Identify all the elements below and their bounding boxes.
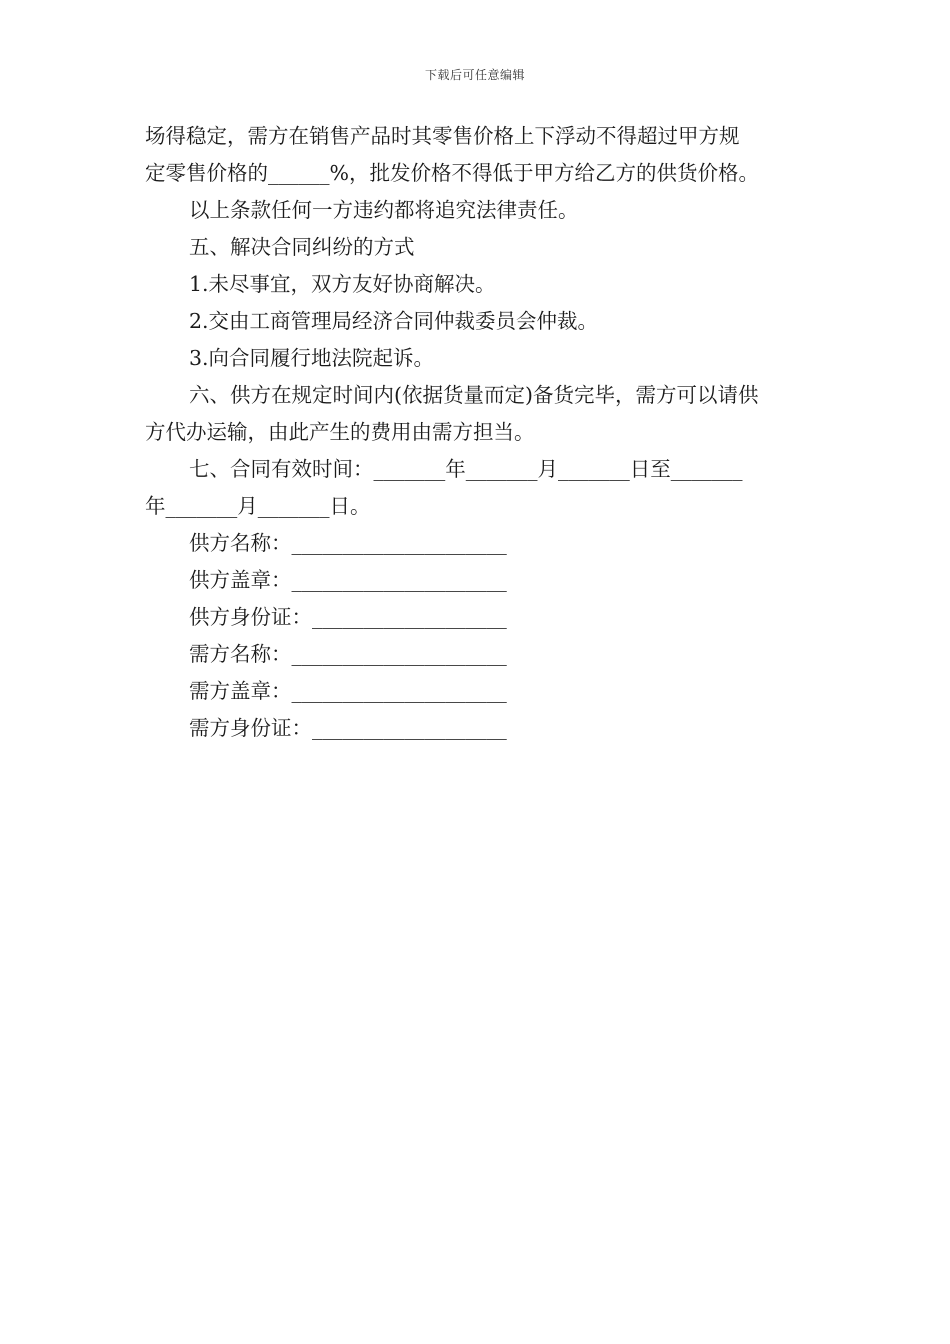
price-clause-line-1: 场得稳定，需方在销售产品时其零售价格上下浮动不得超过甲方规	[145, 124, 740, 148]
section-5-title: 五、解决合同纠纷的方式	[189, 235, 415, 259]
buyer-seal-field: 需方盖章：_____________________	[189, 679, 507, 703]
contract-body	[145, 118, 810, 747]
buyer-name-field: 需方名称：_____________________	[189, 642, 507, 666]
page-header: 下载后可任意编辑	[424, 68, 525, 82]
section-5-item-3: 3.向合同履行地法院起诉。	[189, 346, 435, 370]
buyer-id-field: 需方身份证：___________________	[189, 716, 507, 740]
supplier-name-field: 供方名称：_____________________	[189, 531, 507, 555]
supplier-id-field: 供方身份证：___________________	[189, 605, 507, 629]
supplier-seal-field: 供方盖章：_____________________	[189, 568, 507, 592]
liability-clause: 以上条款任何一方违约都将追究法律责任。	[189, 198, 579, 222]
price-clause-line-2: 定零售价格的______%，批发价格不得低于甲方给乙方的供货价格。	[145, 161, 759, 185]
section-7-line-1: 七、合同有效时间：_______年_______月_______日至_______	[189, 457, 743, 481]
section-6-line-1: 六、供方在规定时间内(依据货量而定)备货完毕，需方可以请供	[189, 383, 759, 407]
section-7-line-2: 年_______月_______日。	[145, 494, 371, 518]
section-6-line-2: 方代办运输，由此产生的费用由需方担当。	[145, 420, 535, 444]
section-5-item-2: 2.交由工商管理局经济合同仲裁委员会仲裁。	[189, 309, 599, 333]
section-5-item-1: 1.未尽事宜，双方友好协商解决。	[189, 272, 496, 296]
